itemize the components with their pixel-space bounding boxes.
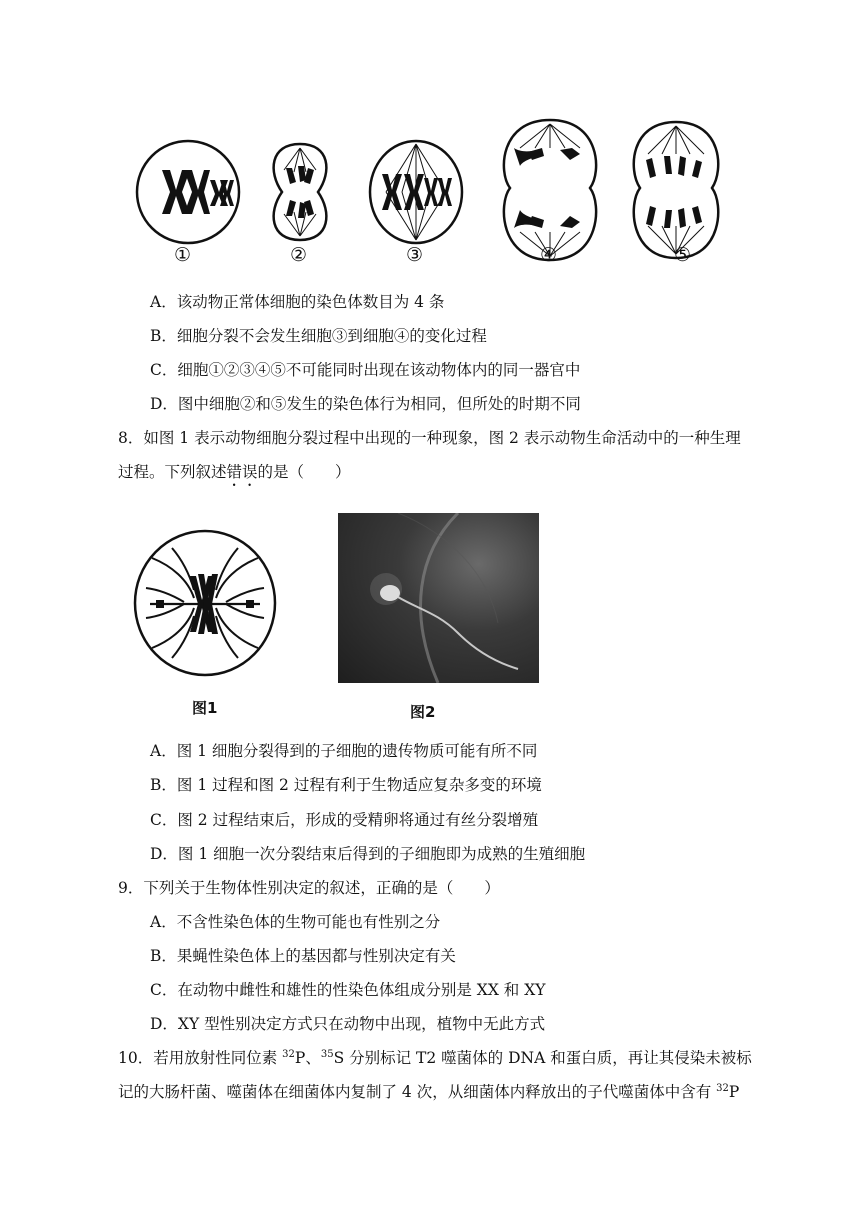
cell-label-5: ⑤ xyxy=(674,244,692,266)
q8-stem-tail: 的是（ ） xyxy=(257,463,351,481)
cell-3-diagram xyxy=(370,141,462,243)
q10-text-4: 记的大肠杆菌、噬菌体在细菌体内复制了 4 次，从细菌体内释放出的子代噬菌体中含有 xyxy=(118,1083,717,1101)
q10-stem-line1 xyxy=(118,1048,860,1068)
q9-option-c: C．在动物中雌性和雄性的性染色体组成分别是 XX 和 XY xyxy=(150,981,546,999)
figure-1-cell-diagram xyxy=(132,528,278,678)
figure-2-label: 图2 xyxy=(410,703,436,721)
q8-stem-line2 xyxy=(118,462,860,490)
q10-sup-32b: 32 xyxy=(716,1083,729,1094)
figure-1-label: 图1 xyxy=(192,699,218,717)
q7-option-d: D．图中细胞②和⑤发生的染色体行为相同，但所处的时期不同 xyxy=(150,395,581,413)
cell-diagrams-svg xyxy=(128,112,728,272)
cell-2-diagram xyxy=(274,144,327,240)
q7-option-b: B．细胞分裂不会发生细胞③到细胞④的变化过程 xyxy=(150,327,487,345)
q8-option-d: D．图 1 细胞一次分裂结束后得到的子细胞即为成熟的生殖细胞 xyxy=(150,845,586,863)
cell-label-4: ④ xyxy=(540,244,558,266)
cell-label-2: ② xyxy=(290,244,308,266)
q10-text-2: P、 xyxy=(294,1049,321,1067)
q9-option-b: B．果蝇性染色体上的基因都与性别决定有关 xyxy=(150,947,456,965)
q9-stem: 9．下列关于生物体性别决定的叙述，正确的是（ ） xyxy=(118,879,500,897)
q10-sup-32: 32 xyxy=(282,1049,295,1060)
cell-5-diagram xyxy=(634,122,718,258)
q10-text-3: S 分别标记 T2 噬菌体的 DNA 和蛋白质，再让其侵染未被标 xyxy=(333,1049,752,1067)
q8-stem-text: 过程。下列叙述 xyxy=(118,463,227,481)
q7-option-a: A．该动物正常体细胞的染色体数目为 4 条 xyxy=(150,293,445,311)
q8-option-c: C．图 2 过程结束后，形成的受精卵将通过有丝分裂增殖 xyxy=(150,811,539,829)
figure-2-photo xyxy=(338,513,539,683)
q9-option-d: D．XY 型性别决定方式只在动物中出现，植物中无此方式 xyxy=(150,1015,546,1033)
q10-text-5: P xyxy=(728,1083,740,1101)
q8-stem-line1: 8．如图 1 表示动物细胞分裂过程中出现的一种现象，图 2 表示动物生命活动中的一种生理 xyxy=(118,429,741,447)
q8-option-a: A．图 1 细胞分裂得到的子细胞的遗传物质可能有所不同 xyxy=(150,742,538,760)
q7-option-c: C．细胞①②③④⑤不可能同时出现在该动物体内的同一器官中 xyxy=(150,361,581,379)
figure-2-svg xyxy=(338,513,539,683)
figure-1-svg xyxy=(132,528,278,678)
q10-sup-35: 35 xyxy=(320,1049,334,1060)
q10-stem-line2 xyxy=(118,1082,860,1102)
cell-label-1: ① xyxy=(174,244,192,266)
q8-emphasis-word: 错误 xyxy=(226,463,258,481)
q8-option-b: B．图 1 过程和图 2 过程有利于生物适应复杂多变的环境 xyxy=(150,776,542,794)
cell-1-diagram xyxy=(137,141,239,243)
q9-option-a: A．不含性染色体的生物可能也有性别之分 xyxy=(150,913,441,931)
q10-text-1: 10．若用放射性同位素 xyxy=(118,1049,283,1067)
cell-4-diagram xyxy=(504,120,596,260)
cell-division-diagrams xyxy=(128,112,728,272)
cell-label-3: ③ xyxy=(406,244,424,266)
